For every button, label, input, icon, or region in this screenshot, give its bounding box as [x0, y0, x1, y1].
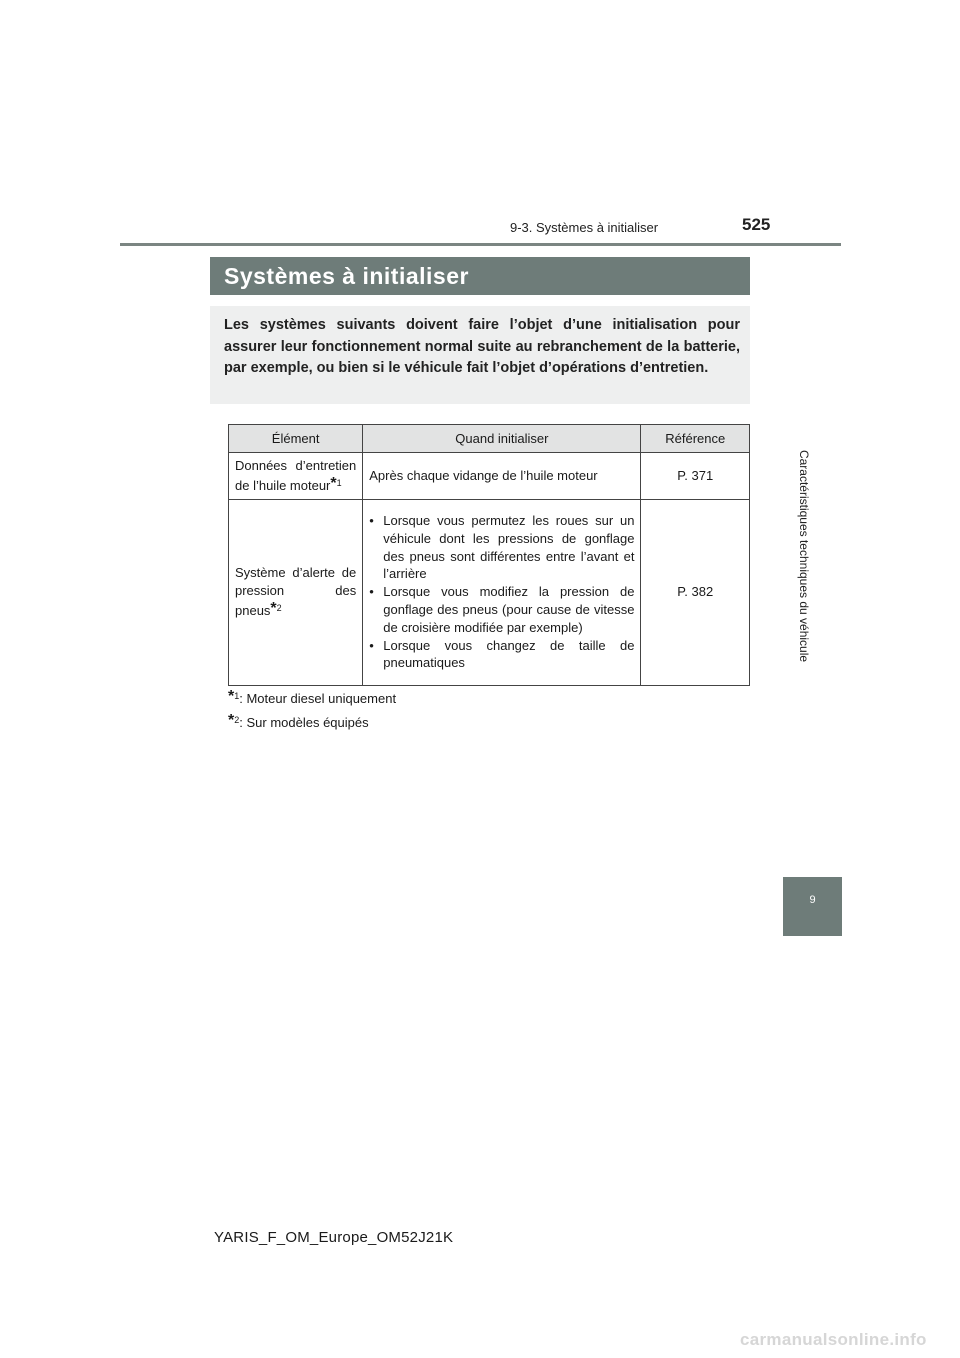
intro-box	[210, 306, 750, 404]
when-text: Après chaque vidange de l’huile moteur	[369, 467, 598, 483]
initialization-table	[228, 424, 750, 686]
footnote-number: 2	[234, 715, 240, 725]
list-item: • Lorsque vous modifiez la pression de gonflage des pneus (pour cause de vitesse de croisière modifiée par exemple)	[369, 583, 634, 636]
cell-reference	[641, 453, 750, 500]
footnote-number: 1	[234, 691, 240, 701]
element-text: Données d’entretien de l’huile moteur	[235, 458, 357, 493]
list-item: • Lorsque vous changez de taille de pneumatiques	[369, 637, 634, 673]
footnote-2	[228, 712, 369, 730]
chapter-label-text: Caractéristiques techniques du véhicule	[797, 449, 811, 663]
header-section-title: 9-3. Systèmes à initialiser	[510, 220, 659, 235]
reference-link[interactable]: P. 382	[677, 584, 714, 600]
table-row	[229, 453, 750, 500]
header-divider	[120, 243, 841, 246]
reference-link[interactable]: P. 371	[677, 467, 714, 483]
cell-reference	[641, 499, 750, 685]
footnote-text: : Moteur diesel uniquement	[239, 691, 397, 706]
column-header-when: Quand initialiser	[363, 425, 641, 453]
intro-text: Les systèmes suivants doivent faire l’objet d’une initialisation pour assurer leur fonctionnement normal suite au rebranchement de la batterie, par exemple, ou bien si le véhicule fait l’objet d’opérations d’entretien.	[224, 317, 740, 376]
footnote-text: : Sur modèles équipés	[239, 715, 369, 730]
cell-element	[229, 453, 363, 500]
footer-document-code: YARIS_F_OM_Europe_OM52J21K	[214, 1229, 454, 1246]
chapter-tab[interactable]	[783, 877, 842, 936]
element-text: Système d’alerte de pression des pneus	[235, 565, 357, 618]
cell-when	[363, 453, 641, 500]
footnote-star: *	[330, 474, 337, 492]
list-item: • Lorsque vous permutez les roues sur un véhicule dont les pressions de gonflage des pneus sont différentes entre l’avant et l’arrière	[369, 512, 634, 583]
footnote-number: 1	[336, 477, 342, 488]
cell-element	[229, 499, 363, 685]
chapter-number: 9	[809, 894, 816, 906]
watermark: carmanualsonline.info	[740, 1330, 927, 1349]
table-header-row	[229, 425, 750, 453]
when-list	[369, 512, 634, 672]
table-row	[229, 499, 750, 685]
column-header-reference: Référence	[641, 425, 750, 453]
footnote-star: *	[270, 599, 277, 617]
column-header-element: Élément	[229, 425, 363, 453]
footnote-star: *	[228, 712, 235, 729]
section-title: Systèmes à initialiser	[210, 257, 750, 295]
footnote-number: 2	[276, 602, 282, 613]
footnote-1	[228, 688, 396, 706]
cell-when	[363, 499, 641, 685]
page-number: 525	[742, 215, 771, 234]
footnote-star: *	[228, 688, 235, 705]
